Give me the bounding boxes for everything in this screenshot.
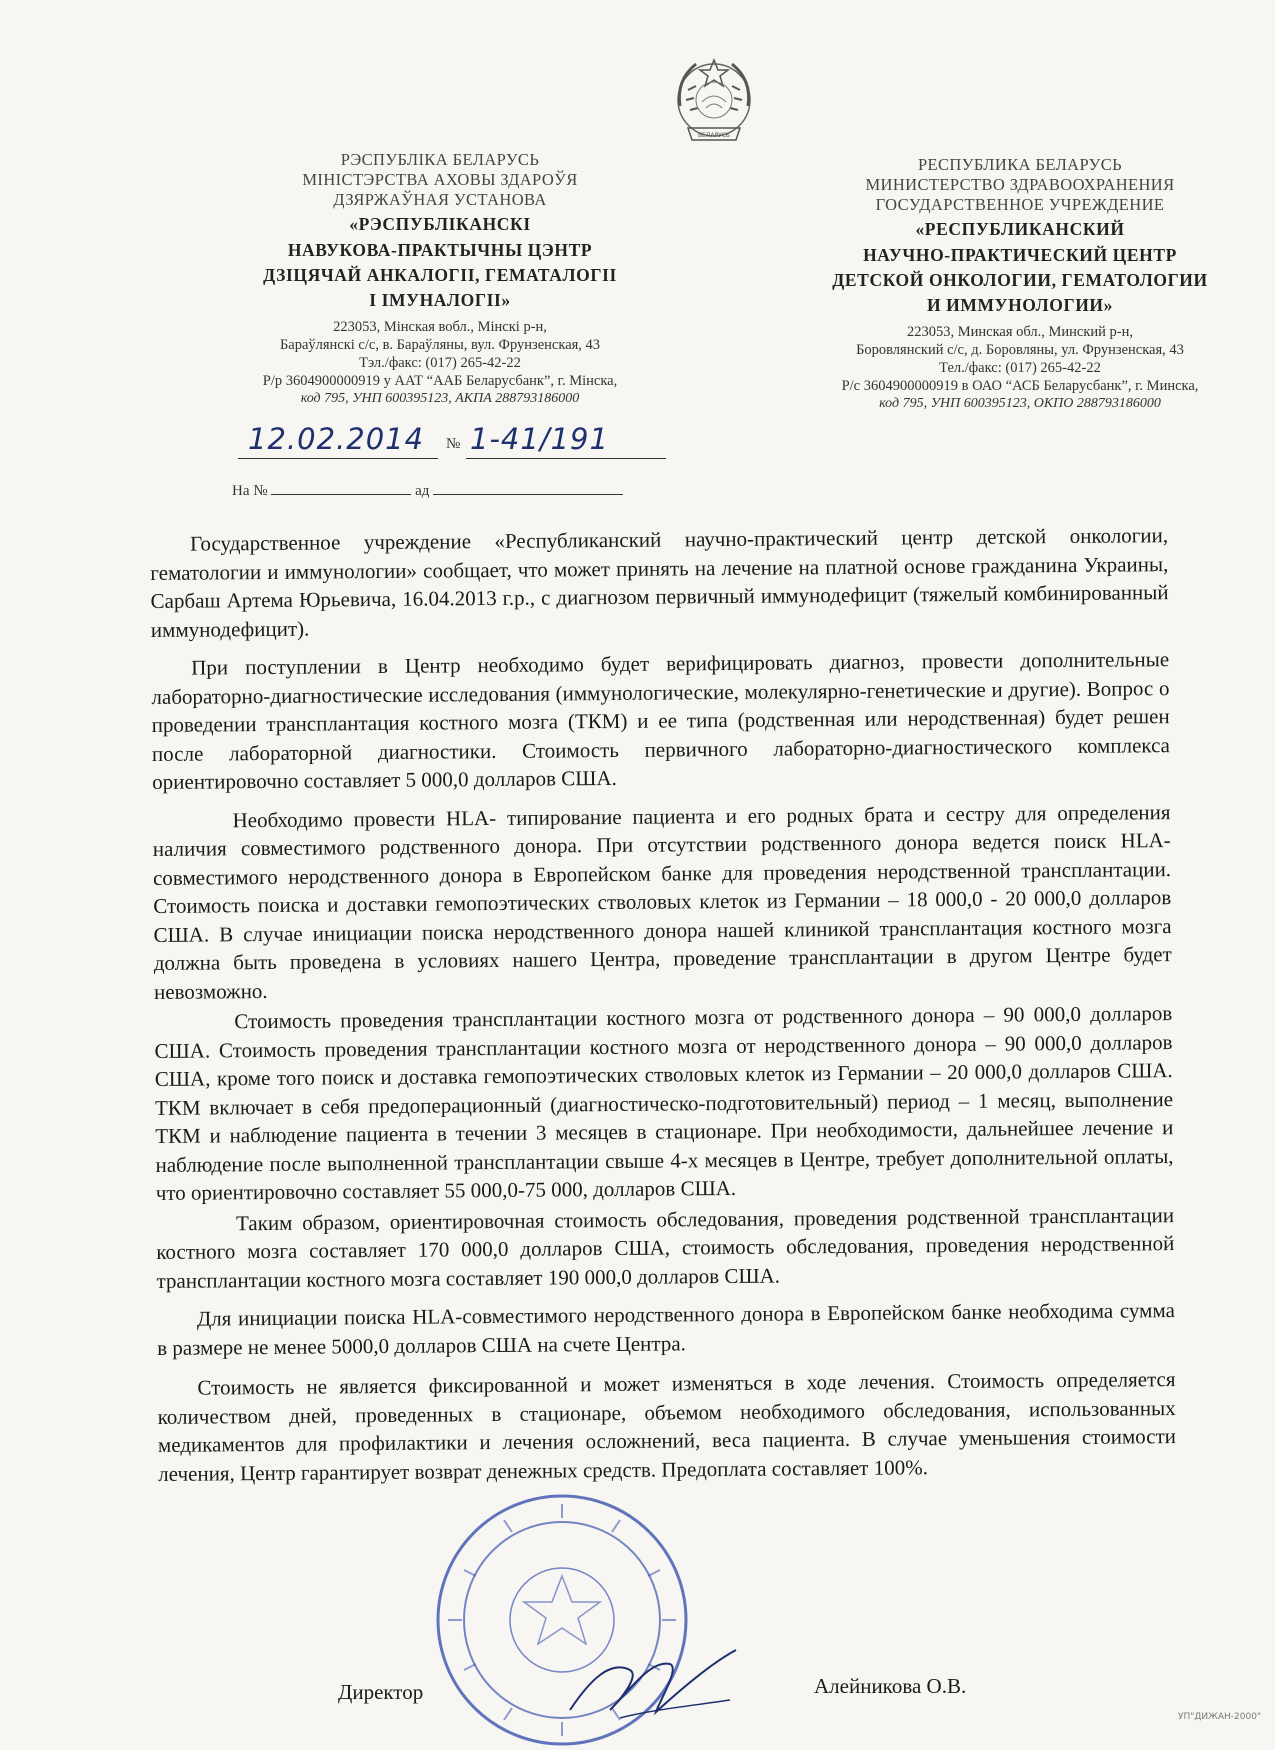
paragraph-1: Государственное учреждение «Республиканский научно-практический центр детской онкологии, гематологии и иммунологии» сообщает, что может принять на лечение на платной основе гражданина Украины, Сарбаш Артема Юрьевича, 16.04.2013 г.р., с диагнозом первичный иммунодефицит (тяжелый комбинированный иммунодефицит). <box>150 523 1169 642</box>
institution-type: ГОСУДАРСТВЕННОЕ УЧРЕЖДЕНИЕ <box>875 195 1165 215</box>
paragraph-4: Стоимость проведения трансплантации костного мозга от родственного донора – 90 000,0 долларов США. Стоимость проведения трансплантации костного мозга от неродственного донора – 90 000,0 долларов США, кроме того поиск и доставка гемопоэтических стволовых клеток из Германии – 20 000,0 долларов США. ТКМ включает в себя предоперационный (диагностическо-подготовительный) период – 1 месяц, выполнение ТКМ и наблюдение пациента в течении 3 месяцев в стационаре. При необходимости, дальнейшее лечение и наблюдение после выполненной трансплантации свыше 4-х месяцев в Центре, требует дополнительной оплаты, что ориентировочно составляет 55 000,0-75 000, долларов США. <box>154 1001 1174 1205</box>
date-underline <box>238 458 438 459</box>
letter-body <box>150 521 1176 1500</box>
paragraph-6: Для инициации поиска HLA-совместимого неродственного донора в Европейском банке необходима сумма в размере не менее 5000,0 долларов США на счете Центра. <box>157 1298 1175 1360</box>
number-label: № <box>446 436 461 452</box>
registration-number: 1-41/191 <box>470 422 609 456</box>
org-name-line-1: «РЕСПУБЛИКАНСКИЙ <box>915 219 1125 240</box>
reply-reference-line <box>232 480 623 500</box>
phone-fax: Тел./факс: (017) 265-42-22 <box>939 360 1101 376</box>
bank-account: Р/с 3604900000919 в ОАО “АСБ Беларусбанк”, г. Минска, <box>841 378 1199 395</box>
registration-line <box>238 422 678 462</box>
address-line-2: Боровлянский с/с, д. Боровляны, ул. Фрунзенская, 43 <box>856 341 1184 358</box>
paragraph-5: Таким образом, ориентировочная стоимость обследования, проведения родственной трансплантации костного мозга составляет 170 000,0 долларов США, стоимость обследования, проведения неродственной трансплантации костного мозга составляет 190 000,0 долларов США. <box>156 1202 1175 1293</box>
org-name-line-1: «РЭСПУБЛІКАНСКІ <box>349 214 531 235</box>
address-block <box>790 323 1250 413</box>
org-name-line-3: ДЗІЦЯЧАЙ АНКАЛОГІІ, ГЕМАТАЛОГІІ <box>263 265 617 286</box>
address-block <box>230 318 650 408</box>
number-underline <box>466 458 666 459</box>
svg-text:БЕЛАРУСЬ: БЕЛАРУСЬ <box>697 132 731 139</box>
header-russian <box>790 155 1250 413</box>
address-line-1: 223053, Минская обл., Минский р-н, <box>906 323 1134 340</box>
phone-fax: Тэл./факс: (017) 265-42-22 <box>359 355 521 371</box>
institution-type: ДЗЯРЖАЎНАЯ УСТАНОВА <box>333 190 547 210</box>
org-name-line-2: НАУЧНО-ПРАКТИЧЕСКИЙ ЦЕНТР <box>863 244 1177 265</box>
state-emblem-icon <box>666 50 762 154</box>
ministry-name: МИНИСТЕРСТВО ЗДРАВООХРАНЕНИЯ <box>865 175 1175 195</box>
reply-number-blank <box>271 480 411 495</box>
header-belarusian <box>230 150 650 408</box>
registry-codes: код 795, УНП 600395123, АКПА 288793186000 <box>300 391 580 407</box>
registration-date: 12.02.2014 <box>248 422 425 456</box>
signatory-title: Директор <box>338 1680 424 1704</box>
address-line-1: 223053, Мінская вобл., Мінскі р-н, <box>333 318 547 335</box>
org-name-line-2: НАВУКОВА-ПРАКТЫЧНЫ ЦЭНТР <box>287 239 593 260</box>
address-line-2: Бараўлянскі с/с, в. Бараўляны, вул. Фрунзенская, 43 <box>279 336 601 353</box>
reply-date-blank <box>433 480 623 495</box>
printer-mark: УП"ДИЖАН-2000" <box>1178 1712 1262 1722</box>
reply-from-label: ад <box>415 483 430 499</box>
paragraph-3: Необходимо провести HLA- типирование пациента и его родных брата и сестру для определения наличия совместимого родственного донора. При отсутствии родственного донора ведется поиск HLA-совместимого неродственного донора в Европейском банке для проведения неродственной трансплантации. Стоимость поиска и доставки гемопоэтических стволовых клеток из Германии – 18 000,0 - 20 000,0 долларов США. В случае инициации поиска неродственного донора нашей клиникой трансплантация костного мозга должна быть проведена в условиях нашего Центра, проведение трансплантации в другом Центре будет невозможно. <box>152 799 1172 1004</box>
registry-codes: код 795, УНП 600395123, ОКПО 288793186000 <box>879 396 1161 412</box>
country-name: РЭСПУБЛІКА БЕЛАРУСЬ <box>340 150 540 169</box>
country-name: РЕСПУБЛИКА БЕЛАРУСЬ <box>917 155 1123 174</box>
ministry-name: МІНІСТЭРСТВА АХОВЫ ЗДАРОЎЯ <box>302 170 578 190</box>
director-signature <box>560 1640 760 1730</box>
bank-account: Р/р 3604900000919 у ААТ “ААБ Беларусбанк”, г. Мінска, <box>262 373 618 390</box>
org-name-line-4: І ІМУНАЛОГІІ» <box>369 290 511 311</box>
org-name-line-4: И ИММУНОЛОГИИ» <box>927 295 1113 316</box>
signatory-name: Алейникова О.В. <box>814 1674 967 1698</box>
org-name-line-3: ДЕТСКОЙ ОНКОЛОГИИ, ГЕМАТОЛОГИИ <box>832 270 1208 291</box>
reply-label: На № <box>232 483 268 499</box>
paragraph-7: Стоимость не является фиксированной и может изменяться в ходе лечения. Стоимость определяется количеством дней, проведенных в стационаре, объемом необходимого обследования, использованных медикаментов для профилактики и лечения осложнений, веса пациента. В случае уменьшения стоимости лечения, Центр гарантирует возврат денежных средств. Предоплата составляет 100%. <box>157 1367 1177 1486</box>
paragraph-2: При поступлении в Центр необходимо будет верифицировать диагноз, провести дополнительные лабораторно-диагностические исследования (иммунологические, молекулярно-генетические и другие). Вопрос о проведении трансплантация костного мозга (ТКМ) и ее типа (родственная или неродственная) будет решен после лабораторной диагностики. Стоимость первичного лабораторно-диагностического комплекса ориентировочно составляет 5 000,0 долларов США. <box>151 647 1171 794</box>
